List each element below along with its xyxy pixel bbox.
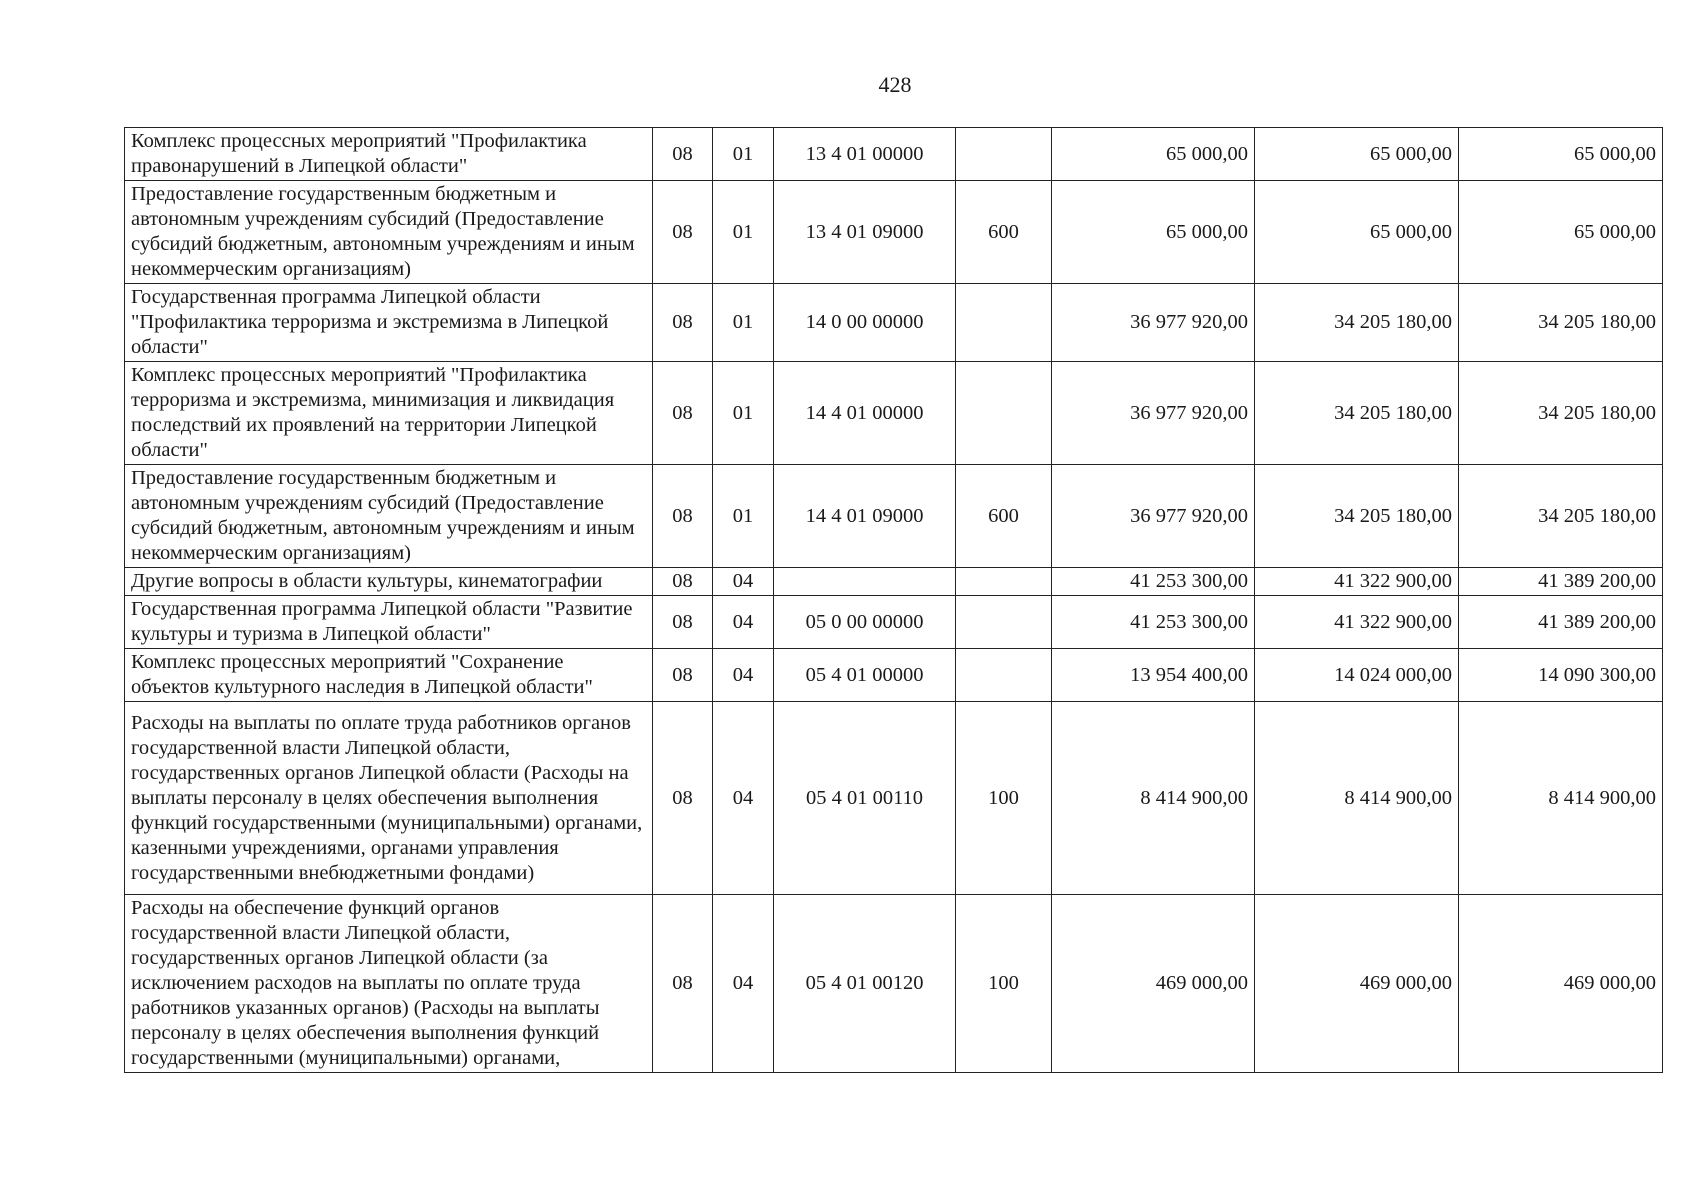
- target-article-cell: 05 4 01 00120: [774, 895, 956, 1073]
- expense-type-cell: [956, 362, 1052, 465]
- amount-year1-cell: 36 977 920,00: [1052, 362, 1255, 465]
- amount-year3-cell: 34 205 180,00: [1459, 465, 1663, 568]
- amount-year2-cell: 65 000,00: [1255, 128, 1459, 181]
- section-cell: 08: [653, 568, 713, 596]
- table-row: [125, 284, 1663, 362]
- amount-year3-cell: 65 000,00: [1459, 181, 1663, 284]
- row-name-cell: Другие вопросы в области культуры, кинематографии: [125, 568, 653, 596]
- expense-type-cell: 600: [956, 181, 1052, 284]
- subsection-cell: 01: [713, 284, 774, 362]
- target-article-cell: 14 4 01 00000: [774, 362, 956, 465]
- expense-type-cell: 100: [956, 895, 1052, 1073]
- amount-year2-cell: 14 024 000,00: [1255, 649, 1459, 702]
- target-article-cell: 14 4 01 09000: [774, 465, 956, 568]
- row-name-cell: Государственная программа Липецкой области "Профилактика терроризма и экстремизма в Липецкой области": [125, 284, 653, 362]
- row-name-cell: Государственная программа Липецкой области "Развитие культуры и туризма в Липецкой области": [125, 596, 653, 649]
- subsection-cell: 04: [713, 568, 774, 596]
- target-article-cell: [774, 568, 956, 596]
- subsection-cell: 04: [713, 895, 774, 1073]
- subsection-cell: 01: [713, 465, 774, 568]
- table-row: [125, 128, 1663, 181]
- subsection-cell: 04: [713, 649, 774, 702]
- target-article-cell: 05 4 01 00000: [774, 649, 956, 702]
- row-name-cell: Расходы на обеспечение функций органов государственной власти Липецкой области, государственных органов Липецкой области (за исключением расходов на выплаты по оплате труда работников указанных органов) (Расходы на выплаты персоналу в целях обеспечения выполнения функций государственными (муниципальными) органами,: [125, 895, 653, 1073]
- section-cell: 08: [653, 181, 713, 284]
- section-cell: 08: [653, 596, 713, 649]
- table-body: [125, 128, 1663, 1073]
- row-name-cell: Комплекс процессных мероприятий "Профилактика терроризма и экстремизма, минимизация и ликвидация последствий их проявлений на территории Липецкой области": [125, 362, 653, 465]
- amount-year2-cell: 41 322 900,00: [1255, 596, 1459, 649]
- subsection-cell: 04: [713, 596, 774, 649]
- amount-year2-cell: 469 000,00: [1255, 895, 1459, 1073]
- subsection-cell: 04: [713, 702, 774, 895]
- page-number: 428: [878, 72, 912, 97]
- amount-year3-cell: 14 090 300,00: [1459, 649, 1663, 702]
- expense-type-cell: [956, 128, 1052, 181]
- section-cell: 08: [653, 649, 713, 702]
- subsection-cell: 01: [713, 362, 774, 465]
- expense-type-cell: [956, 649, 1052, 702]
- section-cell: 08: [653, 465, 713, 568]
- budget-table: [124, 127, 1663, 1073]
- subsection-cell: 01: [713, 128, 774, 181]
- section-cell: 08: [653, 702, 713, 895]
- table-row: [125, 568, 1663, 596]
- amount-year1-cell: 65 000,00: [1052, 128, 1255, 181]
- target-article-cell: 05 0 00 00000: [774, 596, 956, 649]
- table-row: [125, 649, 1663, 702]
- row-name-cell: Комплекс процессных мероприятий "Сохранение объектов культурного наследия в Липецкой области": [125, 649, 653, 702]
- amount-year2-cell: 41 322 900,00: [1255, 568, 1459, 596]
- amount-year1-cell: 41 253 300,00: [1052, 568, 1255, 596]
- section-cell: 08: [653, 895, 713, 1073]
- amount-year3-cell: 469 000,00: [1459, 895, 1663, 1073]
- amount-year1-cell: 41 253 300,00: [1052, 596, 1255, 649]
- row-name-cell: Предоставление государственным бюджетным и автономным учреждениям субсидий (Предоставление субсидий бюджетным, автономным учреждениям и иным некоммерческим организациям): [125, 465, 653, 568]
- row-name-cell: Предоставление государственным бюджетным и автономным учреждениям субсидий (Предоставление субсидий бюджетным, автономным учреждениям и иным некоммерческим организациям): [125, 181, 653, 284]
- row-name-cell: Расходы на выплаты по оплате труда работников органов государственной власти Липецкой области, государственных органов Липецкой области (Расходы на выплаты персоналу в целях обеспечения выполнения функций государственными (муниципальными) органами, казенными учреждениями, органами управления государственными внебюджетными фондами): [125, 702, 653, 895]
- amount-year2-cell: 8 414 900,00: [1255, 702, 1459, 895]
- amount-year3-cell: 41 389 200,00: [1459, 596, 1663, 649]
- amount-year1-cell: 8 414 900,00: [1052, 702, 1255, 895]
- table-row: [125, 702, 1663, 895]
- amount-year1-cell: 36 977 920,00: [1052, 284, 1255, 362]
- amount-year2-cell: 34 205 180,00: [1255, 362, 1459, 465]
- amount-year3-cell: 34 205 180,00: [1459, 284, 1663, 362]
- target-article-cell: 13 4 01 09000: [774, 181, 956, 284]
- amount-year3-cell: 65 000,00: [1459, 128, 1663, 181]
- target-article-cell: 14 0 00 00000: [774, 284, 956, 362]
- row-name-cell: Комплекс процессных мероприятий "Профилактика правонарушений в Липецкой области": [125, 128, 653, 181]
- table-row: [125, 895, 1663, 1073]
- amount-year3-cell: 8 414 900,00: [1459, 702, 1663, 895]
- target-article-cell: 13 4 01 00000: [774, 128, 956, 181]
- section-cell: 08: [653, 362, 713, 465]
- section-cell: 08: [653, 128, 713, 181]
- table-row: [125, 181, 1663, 284]
- table-row: [125, 362, 1663, 465]
- section-cell: 08: [653, 284, 713, 362]
- amount-year3-cell: 41 389 200,00: [1459, 568, 1663, 596]
- table-row: [125, 465, 1663, 568]
- expense-type-cell: [956, 284, 1052, 362]
- amount-year3-cell: 34 205 180,00: [1459, 362, 1663, 465]
- expense-type-cell: 100: [956, 702, 1052, 895]
- expense-type-cell: [956, 596, 1052, 649]
- amount-year2-cell: 34 205 180,00: [1255, 465, 1459, 568]
- amount-year2-cell: 65 000,00: [1255, 181, 1459, 284]
- target-article-cell: 05 4 01 00110: [774, 702, 956, 895]
- table-row: [125, 596, 1663, 649]
- amount-year2-cell: 34 205 180,00: [1255, 284, 1459, 362]
- expense-type-cell: [956, 568, 1052, 596]
- amount-year1-cell: 36 977 920,00: [1052, 465, 1255, 568]
- amount-year1-cell: 469 000,00: [1052, 895, 1255, 1073]
- expense-type-cell: 600: [956, 465, 1052, 568]
- subsection-cell: 01: [713, 181, 774, 284]
- amount-year1-cell: 13 954 400,00: [1052, 649, 1255, 702]
- amount-year1-cell: 65 000,00: [1052, 181, 1255, 284]
